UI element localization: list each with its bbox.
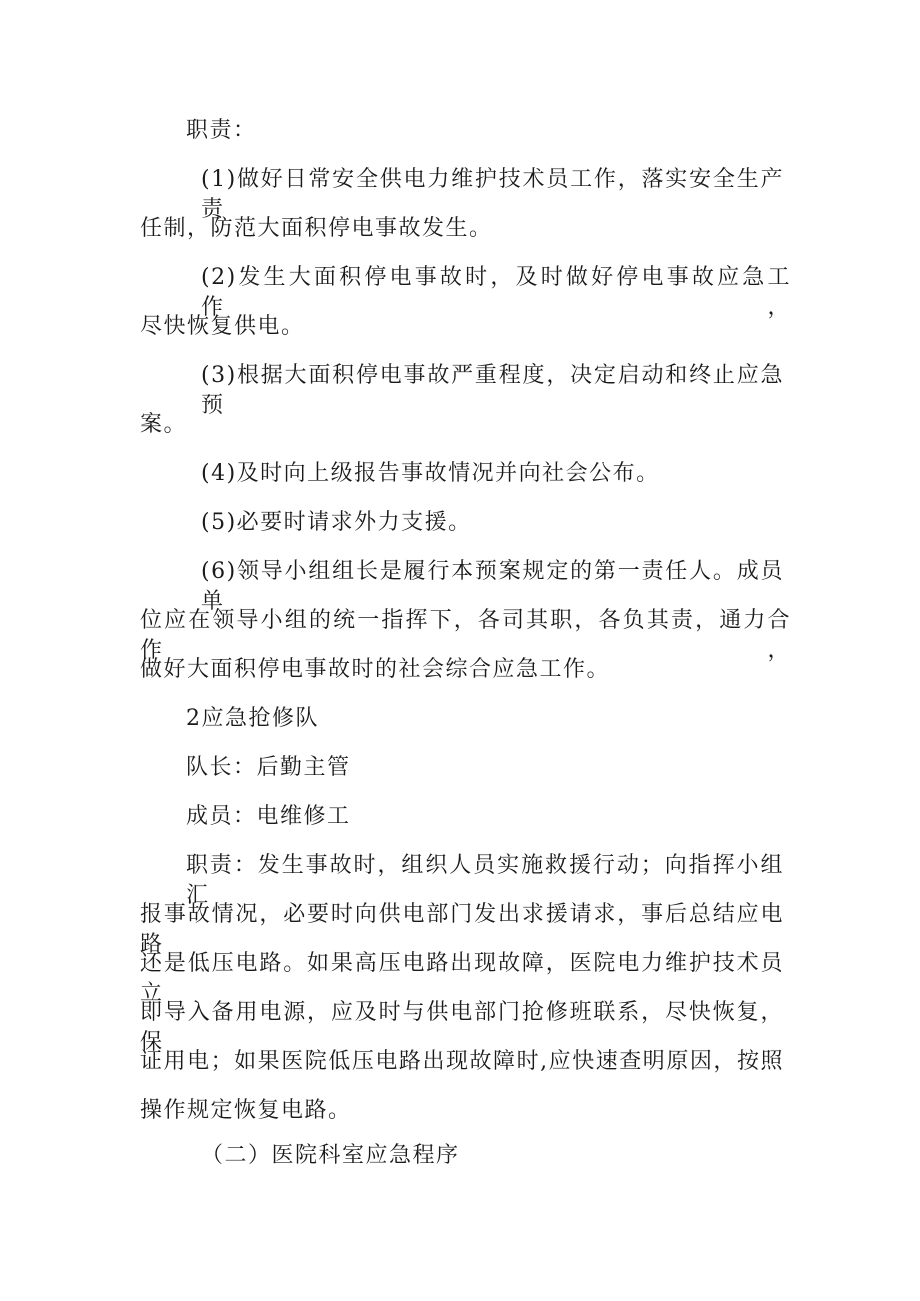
subsection-heading: （二）医院科室应急程序 (201, 1143, 460, 1168)
team-leader-line: 队长：后勤主管 (186, 755, 351, 780)
paragraph-line: 证用电；如果医院低压电路出现故障时,应快速查明原因，按照 (140, 1049, 784, 1074)
paragraph-line: (5)必要时请求外力支援。 (201, 510, 472, 535)
paragraph-line: 即导入备用电源，应及时与供电部门抢修班联系，尽快恢复，保 (140, 1000, 784, 1055)
paragraph-line: 案。 (140, 412, 188, 437)
paragraph-line: 操作规定恢复电路。 (140, 1098, 352, 1123)
duties-heading: 职责： (186, 118, 257, 143)
paragraph-line: (4)及时向上级报告事故情况并向社会公布。 (201, 461, 660, 486)
paragraph-line: 报事故情况，必要时向供电部门发出求援请求，事后总结应电路 (140, 902, 784, 957)
paragraph-line: 还是低压电路。如果高压电路出现故障，医院电力维护技术员立 (140, 951, 784, 1006)
paragraph-line: 位应在领导小组的统一指挥下，各司其职，各负其责，通力合作， (140, 608, 791, 663)
paragraph-line: (6)领导小组组长是履行本预案规定的第一责任人。成员单 (201, 559, 784, 614)
paragraph-line: 做好大面积停电事故时的社会综合应急工作。 (140, 657, 611, 682)
paragraph-line: 尽快恢复供电。 (140, 314, 305, 339)
section-heading: 2应急抢修队 (186, 706, 319, 731)
paragraph-line: 任制，防范大面积停电事故发生。 (140, 216, 493, 241)
team-members-line: 成员：电维修工 (186, 804, 351, 829)
paragraph-line: (3)根据大面积停电事故严重程度，决定启动和终止应急预 (201, 363, 784, 418)
paragraph-line: 职责：发生事故时，组织人员实施救援行动；向指挥小组汇 (186, 853, 784, 908)
paragraph-line: (2)发生大面积停电事故时，及时做好停电事故应急工作， (201, 265, 791, 320)
paragraph-line: (1)做好日常安全供电力维护技术员工作，落实安全生产责 (201, 167, 784, 222)
